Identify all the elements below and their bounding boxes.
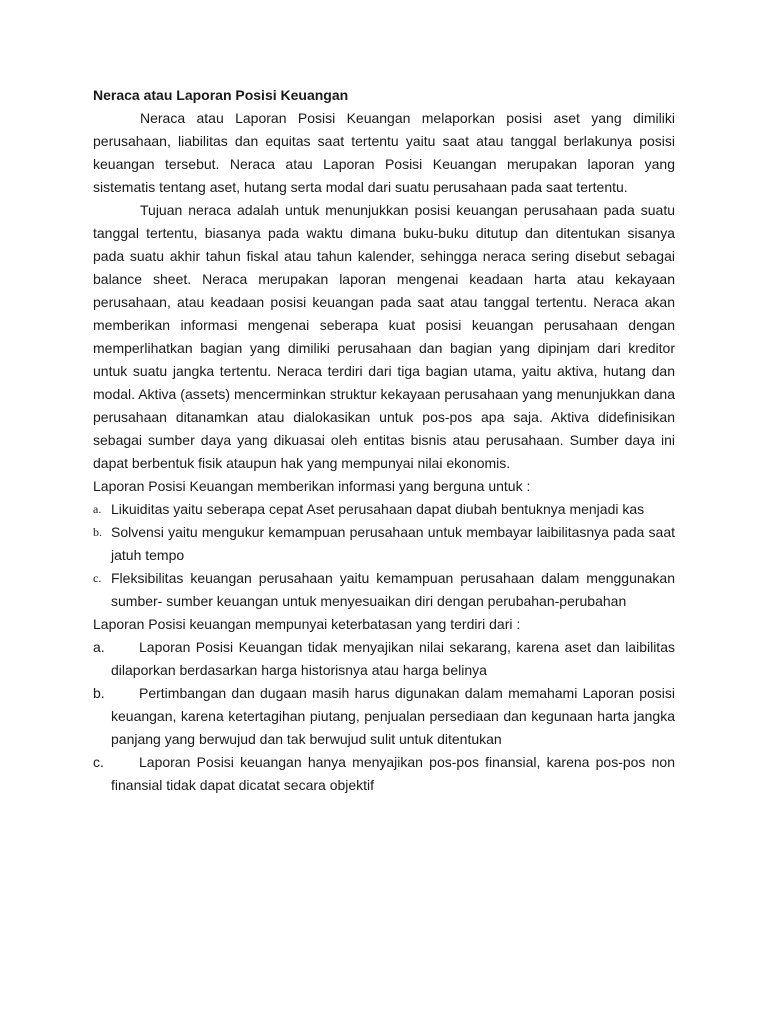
list-marker: a. <box>93 502 102 516</box>
list-item-text: Pertimbangan dan dugaan masih harus digunakan dalam memahami Laporan posisi keuangan, karena ketertagihan piutang, penjualan persediaan dan kegunaan harta jangka panjang yang berwujud dan tak berwujud sulit untuk ditentukan <box>111 685 675 747</box>
info-list <box>93 498 675 613</box>
paragraph: Neraca atau Laporan Posisi Keuangan melaporkan posisi aset yang dimiliki perusahaan, liabilitas dan equitas saat tertentu yaitu saat atau tanggal berlakunya posisi keuangan tersebut. Neraca atau Laporan Posisi Keuangan merupakan laporan yang sistematis tentang aset, hutang serta modal dari suatu perusahaan pada saat tertentu. <box>93 110 675 195</box>
limits-list <box>93 636 675 797</box>
list-item-text: Laporan Posisi Keuangan tidak menyajikan nilai sekarang, karena aset dan laibilitas dilaporkan berdasarkan harga historisnya atau harga belinya <box>111 639 675 678</box>
limits-intro: Laporan Posisi keuangan mempunyai keterbatasan yang terdiri dari : <box>93 616 521 632</box>
paragraph: Tujuan neraca adalah untuk menunjukkan posisi keuangan perusahaan pada suatu tanggal tertentu, biasanya pada waktu dimana buku-buku ditutup dan ditentukan sisanya pada suatu akhir tahun fiskal atau tahun kalender, sehingga neraca sering disebut sebagai balance sheet. Neraca merupakan laporan mengenai keadaan harta atau kekayaan perusahaan, atau keadaan posisi keuangan pada saat atau tanggal tertentu. Neraca akan memberikan informasi mengenai seberapa kuat posisi keuangan perusahaan dengan memperlihatkan bagian yang dimiliki perusahaan dan bagian yang dipinjam dari kreditor untuk suatu jangka tertentu. Neraca terdiri dari tiga bagian utama, yaitu aktiva, hutang dan modal. Aktiva (assets) mencerminkan struktur kekayaan perusahaan yang menunjukkan dana perusahaan ditanamkan atau dialokasikan untuk pos-pos apa saja. Aktiva didefinisikan sebagai sumber daya yang dikuasai oleh entitas bisnis atau perusahaan. Sumber daya ini dapat berbentuk fisik ataupun hak yang mempunyai nilai ekonomis. <box>93 202 675 471</box>
list-marker: c. <box>93 571 102 585</box>
list-item <box>93 636 675 682</box>
list-marker: c. <box>93 754 104 770</box>
list-item <box>93 751 675 797</box>
list-marker: b. <box>93 525 102 539</box>
list-item <box>93 521 675 567</box>
list-item <box>93 498 675 521</box>
list-item-text: Likuiditas yaitu seberapa cepat Aset perusahaan dapat diubah bentuknya menjadi kas <box>111 501 645 517</box>
list-marker: b. <box>93 685 105 701</box>
info-intro: Laporan Posisi Keuangan memberikan informasi yang berguna untuk : <box>93 478 531 494</box>
list-item-text: Fleksibilitas keuangan perusahaan yaitu kemampuan perusahaan dalam menggunakan sumber- sumber keuangan untuk menyesuaikan diri dengan perubahan-perubahan <box>111 570 675 609</box>
document-title: Neraca atau Laporan Posisi Keuangan <box>93 87 349 103</box>
document-body <box>93 84 675 797</box>
list-item <box>93 567 675 613</box>
list-item <box>93 682 675 751</box>
list-item-text: Solvensi yaitu mengukur kemampuan perusahaan untuk membayar laibilitasnya pada saat jatuh tempo <box>111 524 675 563</box>
list-marker: a. <box>93 639 105 655</box>
list-item-text: Laporan Posisi keuangan hanya menyajikan pos-pos finansial, karena pos-pos non finansial tidak dapat dicatat secara objektif <box>111 754 675 793</box>
